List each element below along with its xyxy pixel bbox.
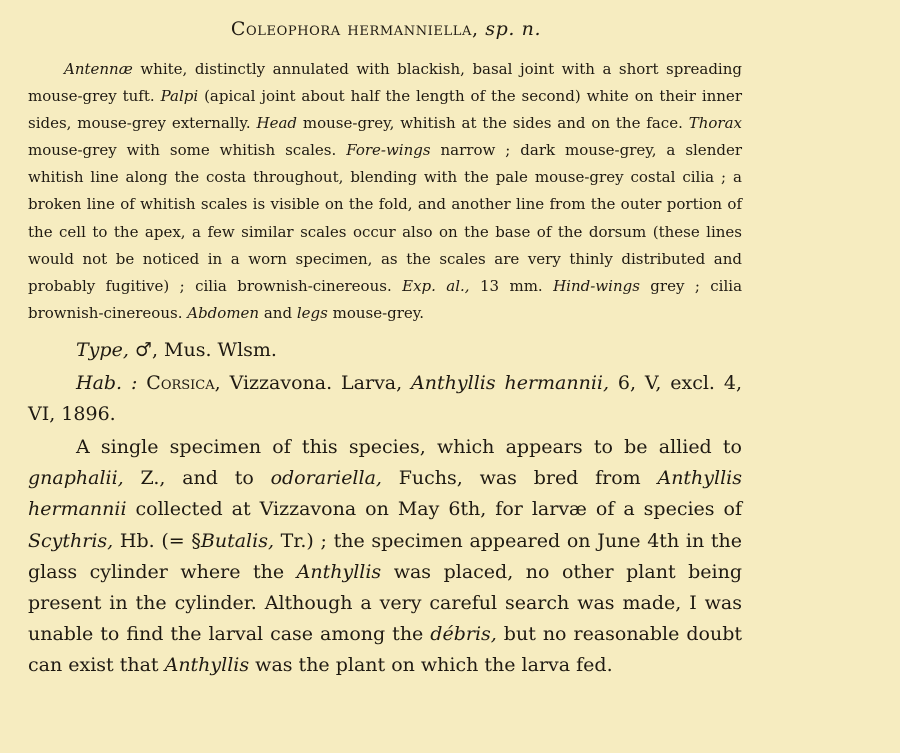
body-text: Tr.) ; the specimen appeared on June 4th in the glass cylinder where the <box>28 529 742 583</box>
host-plant: Anthyllis hermannii, <box>411 372 610 395</box>
body-text: Fuchs, was bred from <box>381 467 658 490</box>
genus-name: Coleophora <box>230 18 341 40</box>
description-text: grey ; cilia brownish-cinereous. <box>28 276 743 322</box>
description-text: (apical joint about half the length of the second) white on their inner sides, mouse-grey externally. <box>28 87 742 133</box>
body-paragraph <box>28 432 742 681</box>
type-line <box>28 335 742 366</box>
habitat-text: Vizzavona. Larva, <box>220 372 412 395</box>
body-text: Hb. (= § <box>113 529 201 552</box>
body-text: was the plant on which the larva fed. <box>249 653 613 676</box>
taxon-name: Butalis, <box>200 529 274 552</box>
body-text: collected at Vizzavona on May 6th, for larvæ of a species of <box>126 498 742 521</box>
body-text: but no reasonable doubt can exist that <box>28 622 742 676</box>
description-text: and <box>259 303 297 322</box>
habitat-line <box>28 368 742 430</box>
taxon-name: Anthyllis <box>296 560 382 583</box>
taxon-name: Scythris, <box>28 529 114 552</box>
term-fore-wings: Fore-wings <box>346 141 431 160</box>
term-palpi: Palpi <box>160 87 199 106</box>
taxon-name: Anthyllis hermannii <box>28 467 743 521</box>
term-hind-wings: Hind-wings <box>553 276 640 295</box>
taxon-name: Anthyllis <box>164 653 250 676</box>
term-exp-al: Exp. al., <box>402 276 470 295</box>
term-abdomen: Abdomen <box>187 303 260 322</box>
term-thorax: Thorax <box>688 114 742 133</box>
body-text: Z., and to <box>123 467 271 490</box>
description-text: mouse-grey, whitish at the sides and on the face. <box>297 114 689 133</box>
body-text: was placed, no other plant being present in the cylinder. Although a very careful search was made, I was unable to find the larval case among the <box>28 560 742 645</box>
species-name: hermanniella, <box>347 18 479 40</box>
type-label: Type, <box>76 338 129 361</box>
description-paragraph <box>28 56 742 327</box>
type-location: , Mus. Wlsm. <box>151 338 277 361</box>
body-text: A single specimen of this species, which appears to be allied to <box>76 436 742 459</box>
description-text: mouse-grey. <box>327 303 425 322</box>
taxon-name: gnaphalii, <box>28 467 124 490</box>
species-note: sp. n. <box>485 18 542 40</box>
description-text: 13 mm. <box>469 276 554 295</box>
habitat-place: Corsica, <box>146 372 221 395</box>
habitat-label: Hab. : <box>76 372 138 395</box>
male-symbol: ♂ <box>134 338 152 361</box>
term-head: Head <box>256 114 298 133</box>
term-legs: legs <box>296 303 328 322</box>
description-text: white, distinctly annulated with blackish, basal joint with a short spreading mouse-grey tuft. <box>28 60 742 106</box>
italic-word: débris, <box>430 622 497 645</box>
term-antennae: Antennæ <box>64 60 133 78</box>
description-text: mouse-grey with some whitish scales. <box>28 141 347 160</box>
description-text: narrow ; dark mouse-grey, a slender whitish line along the costa throughout, blending with the pale mouse-grey costal cilia ; a broken line of whitish scales is visible on the fold, and another line from the outer portion of the cell to the apex, a few similar scales occur also on the base of the dorsum (these lines would not be noticed in a worn specimen, as the scales are very thinly distributed and probably fugitive) ; cilia brownish-cinereous. <box>28 141 742 295</box>
habitat-dates: 6, V, excl. 4, VI, 1896. <box>28 372 742 426</box>
taxon-name: odorariella, <box>270 467 382 490</box>
species-heading <box>28 18 744 40</box>
